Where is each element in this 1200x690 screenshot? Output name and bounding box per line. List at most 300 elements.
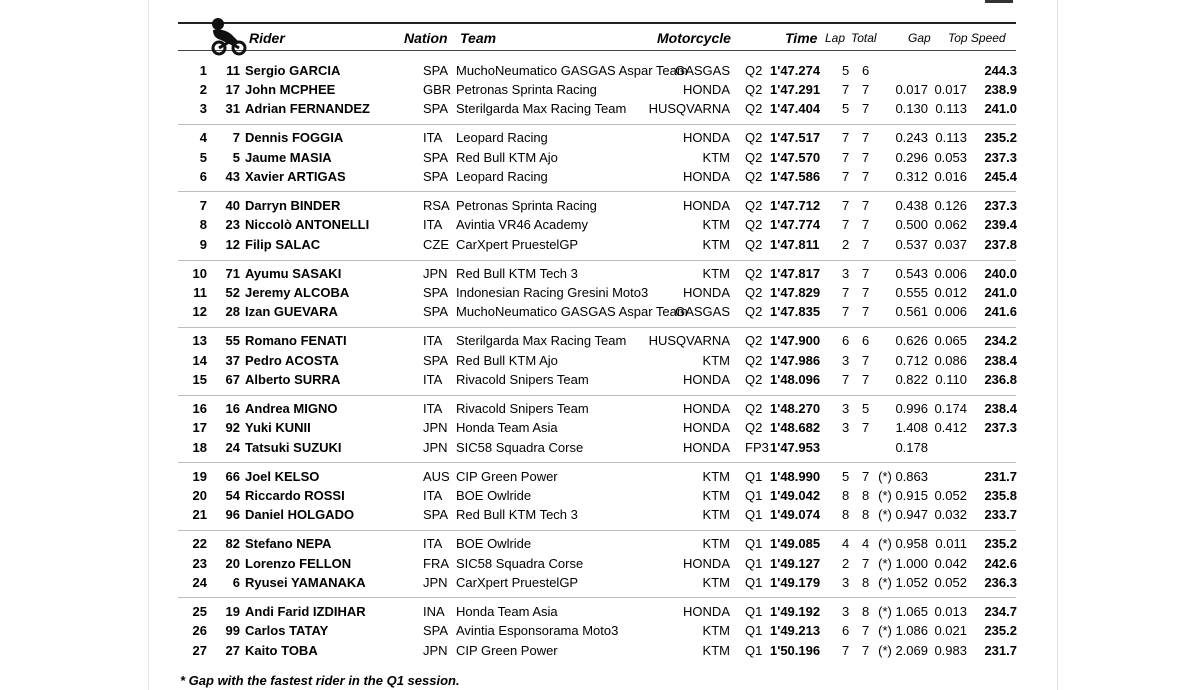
cell-rider-name: Alberto SURRA <box>245 372 341 387</box>
group-separator <box>178 530 1016 531</box>
header-bottom-rule <box>178 50 1016 51</box>
cell-rider-name: Lorenzo FELLON <box>245 556 352 571</box>
cell-top-speed: 244.3 <box>984 63 1017 78</box>
cell-lap: 7 <box>842 285 850 300</box>
cell-lap-time: 1'49.192 <box>770 604 821 619</box>
cell-gap-first: 1.408 <box>895 420 928 435</box>
cell-motorcycle: HUSQVARNA <box>648 101 730 116</box>
table-row <box>0 285 1200 304</box>
cell-lap-time: 1'48.096 <box>770 372 821 387</box>
cell-gap-first: (*) 0.958 <box>878 536 928 551</box>
cell-session: Q2 <box>745 169 763 184</box>
cell-total-laps: 7 <box>862 237 870 252</box>
cell-gap-previous: 0.113 <box>935 101 967 116</box>
cell-total-laps: 7 <box>862 469 870 484</box>
cell-motorcycle: HONDA <box>683 198 730 213</box>
cell-total-laps: 7 <box>862 266 870 281</box>
cell-lap: 3 <box>842 575 850 590</box>
cell-lap-time: 1'47.953 <box>770 440 821 455</box>
cell-rider-name: Niccolò ANTONELLI <box>245 217 370 232</box>
cell-motorcycle: HONDA <box>683 440 730 455</box>
cell-gap-first: 0.561 <box>895 304 928 319</box>
cell-lap: 8 <box>842 488 850 503</box>
group-separator <box>178 260 1016 261</box>
cell-position: 25 <box>192 604 207 619</box>
cell-total-laps: 7 <box>862 643 870 658</box>
cell-lap-time: 1'47.817 <box>770 266 821 281</box>
cell-top-speed: 241.0 <box>984 101 1017 116</box>
cell-lap: 7 <box>842 150 850 165</box>
cell-gap-previous: 0.017 <box>934 82 967 97</box>
cell-lap-time: 1'47.586 <box>770 169 821 184</box>
group-separator <box>178 395 1016 396</box>
cell-lap: 6 <box>842 333 850 348</box>
cell-nation: SPA <box>423 101 449 116</box>
cell-lap-time: 1'49.213 <box>770 623 821 638</box>
cell-session: Q2 <box>745 130 763 145</box>
cell-total-laps: 5 <box>862 401 870 416</box>
col-header-nation: Nation <box>404 30 448 46</box>
cell-session: Q2 <box>745 372 763 387</box>
cell-lap-time: 1'47.404 <box>770 101 821 116</box>
cell-team: Red Bull KTM Ajo <box>456 353 558 368</box>
cell-total-laps: 7 <box>862 101 870 116</box>
cell-nation: SPA <box>423 507 449 522</box>
cell-team: Petronas Sprinta Racing <box>456 198 597 213</box>
cell-top-speed: 238.9 <box>984 82 1017 97</box>
cell-position: 1 <box>199 63 207 78</box>
cell-nation: JPN <box>423 575 448 590</box>
cell-rider-name: Andi Farid IZDIHAR <box>245 604 366 619</box>
cell-lap-time: 1'49.179 <box>770 575 821 590</box>
cell-rider-name: Sergio GARCIA <box>245 63 341 78</box>
cell-lap: 2 <box>842 237 850 252</box>
cell-gap-first: (*) 0.915 <box>878 488 928 503</box>
cell-session: Q1 <box>745 575 763 590</box>
cell-position: 21 <box>192 507 207 522</box>
cell-total-laps: 7 <box>862 198 870 213</box>
cell-gap-first: 0.312 <box>895 169 928 184</box>
cell-total-laps: 7 <box>862 169 870 184</box>
cell-lap-time: 1'48.990 <box>770 469 821 484</box>
table-row <box>0 536 1200 555</box>
table-row <box>0 488 1200 507</box>
cell-motorcycle: KTM <box>702 488 730 503</box>
header-top-rule <box>178 22 1016 24</box>
cell-session: Q1 <box>745 488 763 503</box>
cell-team: Indonesian Racing Gresini Moto3 <box>456 285 649 300</box>
cell-gap-first: (*) 1.000 <box>878 556 928 571</box>
cell-position: 2 <box>199 82 207 97</box>
cell-rider-name: Dennis FOGGIA <box>245 130 344 145</box>
cell-motorcycle: HONDA <box>683 556 730 571</box>
col-header-lap: Lap <box>825 31 846 45</box>
table-row <box>0 304 1200 323</box>
table-row <box>0 507 1200 526</box>
cell-lap-time: 1'47.900 <box>770 333 821 348</box>
cell-session: Q1 <box>745 536 763 551</box>
cell-session: Q2 <box>745 198 763 213</box>
cell-lap-time: 1'48.682 <box>770 420 821 435</box>
cell-lap: 7 <box>842 130 850 145</box>
cell-nation: CZE <box>423 237 449 252</box>
cell-session: Q2 <box>745 401 763 416</box>
table-row <box>0 469 1200 488</box>
cell-lap-time: 1'47.774 <box>770 217 821 232</box>
cell-lap: 2 <box>842 556 850 571</box>
footnote: * Gap with the fastest rider in the Q1 session. <box>180 673 460 688</box>
cell-nation: FRA <box>423 556 449 571</box>
group-separator <box>178 462 1016 463</box>
cell-position: 12 <box>192 304 207 319</box>
cell-gap-previous: 0.021 <box>934 623 967 638</box>
table-row <box>0 643 1200 662</box>
cell-gap-previous: 0.110 <box>935 372 967 387</box>
cell-motorcycle: KTM <box>702 150 730 165</box>
cell-motorcycle: KTM <box>702 507 730 522</box>
cell-nation: INA <box>423 604 445 619</box>
cell-gap-first: 0.537 <box>895 237 928 252</box>
cell-gap-first: 0.555 <box>895 285 928 300</box>
cell-team: Honda Team Asia <box>456 604 558 619</box>
cell-position: 22 <box>192 536 207 551</box>
cell-rider-name: Daniel HOLGADO <box>245 507 355 522</box>
cell-top-speed: 240.0 <box>984 266 1017 281</box>
cell-lap-time: 1'47.986 <box>770 353 821 368</box>
cell-total-laps: 7 <box>862 420 870 435</box>
table-row <box>0 333 1200 352</box>
cell-gap-previous: 0.006 <box>934 304 967 319</box>
cell-team: Avintia Esponsorama Moto3 <box>456 623 619 638</box>
cell-top-speed: 235.8 <box>984 488 1017 503</box>
cell-lap: 7 <box>842 372 850 387</box>
cell-rider-name: Filip SALAC <box>245 237 321 252</box>
cell-team: Red Bull KTM Ajo <box>456 150 558 165</box>
col-header-gap: Gap <box>908 31 931 45</box>
cell-position: 26 <box>192 623 207 638</box>
cell-team: BOE Owlride <box>456 536 532 551</box>
cell-top-speed: 235.2 <box>984 623 1017 638</box>
cell-top-speed: 241.6 <box>984 304 1017 319</box>
cell-gap-previous: 0.126 <box>934 198 967 213</box>
cell-gap-previous: 0.065 <box>934 333 967 348</box>
cell-team: Red Bull KTM Tech 3 <box>456 507 578 522</box>
table-row <box>0 575 1200 594</box>
cell-lap: 7 <box>842 217 850 232</box>
cell-total-laps: 8 <box>862 507 870 522</box>
cell-position: 24 <box>192 575 207 590</box>
cell-session: Q2 <box>745 237 763 252</box>
cell-top-speed: 233.7 <box>984 507 1017 522</box>
cell-nation: SPA <box>423 150 449 165</box>
cell-lap: 7 <box>842 169 850 184</box>
cell-nation: JPN <box>423 440 448 455</box>
cell-number: 24 <box>225 440 240 455</box>
cell-motorcycle: HONDA <box>683 285 730 300</box>
cell-number: 19 <box>225 604 240 619</box>
motorcycle-rider-icon <box>205 14 247 56</box>
cell-total-laps: 7 <box>862 556 870 571</box>
cell-number: 7 <box>232 130 240 145</box>
cell-team: CIP Green Power <box>456 469 558 484</box>
cell-number: 20 <box>225 556 240 571</box>
cell-number: 12 <box>225 237 240 252</box>
cell-rider-name: Ryusei YAMANAKA <box>245 575 366 590</box>
table-row <box>0 604 1200 623</box>
cell-gap-first: 0.712 <box>895 353 928 368</box>
cell-gap-first: 0.130 <box>895 101 928 116</box>
cell-top-speed: 234.2 <box>984 333 1017 348</box>
cell-total-laps: 8 <box>862 604 870 619</box>
cell-position: 8 <box>199 217 207 232</box>
cell-gap-first: (*) 0.947 <box>878 507 928 522</box>
cell-session: Q2 <box>745 353 763 368</box>
cell-gap-previous: 0.412 <box>934 420 967 435</box>
cell-nation: JPN <box>423 420 448 435</box>
cell-gap-previous: 0.052 <box>934 488 967 503</box>
cell-session: Q1 <box>745 507 763 522</box>
cell-total-laps: 6 <box>862 63 870 78</box>
cell-total-laps: 7 <box>862 623 870 638</box>
table-row <box>0 217 1200 236</box>
cell-total-laps: 7 <box>862 304 870 319</box>
cell-rider-name: Yuki KUNII <box>245 420 311 435</box>
cell-number: 5 <box>232 150 240 165</box>
cell-lap-time: 1'49.074 <box>770 507 821 522</box>
cell-motorcycle: KTM <box>702 623 730 638</box>
cell-motorcycle: KTM <box>702 237 730 252</box>
cell-team: CarXpert PruestelGP <box>456 575 579 590</box>
cell-gap-previous: 0.174 <box>934 401 967 416</box>
cell-session: FP3 <box>745 440 769 455</box>
cell-lap-time: 1'49.085 <box>770 536 821 551</box>
cell-lap: 7 <box>842 643 850 658</box>
cell-lap-time: 1'47.829 <box>770 285 821 300</box>
cell-number: 43 <box>225 169 240 184</box>
cell-team: Red Bull KTM Tech 3 <box>456 266 578 281</box>
cell-lap: 7 <box>842 82 850 97</box>
cell-nation: JPN <box>423 266 448 281</box>
cell-nation: ITA <box>423 217 443 232</box>
cell-gap-previous: 0.016 <box>934 169 967 184</box>
col-header-rider: Rider <box>249 30 285 46</box>
cell-motorcycle: HONDA <box>683 82 730 97</box>
cell-session: Q2 <box>745 150 763 165</box>
cell-position: 3 <box>199 101 207 116</box>
table-row <box>0 556 1200 575</box>
cell-lap-time: 1'50.196 <box>770 643 821 658</box>
cell-position: 18 <box>192 440 207 455</box>
cell-gap-previous: 0.006 <box>934 266 967 281</box>
cell-number: 52 <box>225 285 240 300</box>
cell-total-laps: 7 <box>862 82 870 97</box>
cell-gap-first: 0.543 <box>895 266 928 281</box>
cell-gap-first: 0.017 <box>895 82 928 97</box>
cell-number: 54 <box>225 488 240 503</box>
cell-number: 23 <box>225 217 240 232</box>
cell-rider-name: Joel KELSO <box>245 469 320 484</box>
cell-number: 6 <box>232 575 240 590</box>
cell-gap-previous: 0.013 <box>934 604 967 619</box>
cell-number: 17 <box>225 82 240 97</box>
cell-gap-first: 0.178 <box>895 440 928 455</box>
col-header-total: Total <box>851 31 877 45</box>
cell-number: 31 <box>225 101 240 116</box>
cell-session: Q1 <box>745 469 763 484</box>
cell-position: 15 <box>192 372 207 387</box>
table-row <box>0 372 1200 391</box>
cell-position: 6 <box>199 169 207 184</box>
table-row <box>0 130 1200 149</box>
cell-gap-previous: 0.037 <box>934 237 967 252</box>
cell-team: CIP Green Power <box>456 643 558 658</box>
cell-session: Q2 <box>745 420 763 435</box>
cell-number: 55 <box>225 333 240 348</box>
cell-rider-name: Carlos TATAY <box>245 623 329 638</box>
table-row <box>0 169 1200 188</box>
cell-lap-time: 1'47.291 <box>770 82 821 97</box>
col-header-motorcycle: Motorcycle <box>657 30 731 46</box>
table-row <box>0 353 1200 372</box>
cell-motorcycle: GASGAS <box>675 63 730 78</box>
cell-total-laps: 7 <box>862 285 870 300</box>
cell-lap: 3 <box>842 266 850 281</box>
cell-lap: 8 <box>842 507 850 522</box>
cell-position: 5 <box>199 150 207 165</box>
cell-top-speed: 245.4 <box>984 169 1017 184</box>
corner-mark <box>985 0 1013 3</box>
cell-top-speed: 231.7 <box>984 469 1017 484</box>
table-row <box>0 198 1200 217</box>
cell-motorcycle: KTM <box>702 536 730 551</box>
table-row <box>0 420 1200 439</box>
cell-gap-previous: 0.042 <box>934 556 967 571</box>
cell-lap-time: 1'49.127 <box>770 556 821 571</box>
cell-team: Leopard Racing <box>456 130 548 145</box>
cell-nation: SPA <box>423 353 449 368</box>
cell-number: 27 <box>225 643 240 658</box>
cell-position: 17 <box>192 420 207 435</box>
cell-nation: SPA <box>423 169 449 184</box>
cell-rider-name: Izan GUEVARA <box>245 304 338 319</box>
cell-team: Rivacold Snipers Team <box>456 372 589 387</box>
cell-rider-name: Stefano NEPA <box>245 536 332 551</box>
cell-number: 99 <box>225 623 240 638</box>
cell-top-speed: 235.2 <box>984 130 1017 145</box>
cell-team: Avintia VR46 Academy <box>456 217 588 232</box>
cell-session: Q1 <box>745 556 763 571</box>
col-header-top-speed: Top Speed <box>948 31 1006 45</box>
cell-nation: AUS <box>423 469 450 484</box>
cell-session: Q2 <box>745 266 763 281</box>
cell-position: 9 <box>199 237 207 252</box>
cell-team: CarXpert PruestelGP <box>456 237 579 252</box>
cell-nation: ITA <box>423 488 443 503</box>
cell-rider-name: Adrian FERNANDEZ <box>245 101 370 116</box>
cell-gap-first: 0.626 <box>895 333 928 348</box>
cell-lap: 6 <box>842 623 850 638</box>
cell-top-speed: 236.8 <box>984 372 1017 387</box>
cell-motorcycle: KTM <box>702 643 730 658</box>
cell-motorcycle: KTM <box>702 266 730 281</box>
cell-total-laps: 8 <box>862 488 870 503</box>
cell-motorcycle: HONDA <box>683 372 730 387</box>
cell-lap: 4 <box>842 536 850 551</box>
cell-nation: SPA <box>423 285 449 300</box>
cell-nation: ITA <box>423 130 443 145</box>
group-separator <box>178 191 1016 192</box>
cell-session: Q2 <box>745 285 763 300</box>
cell-rider-name: Riccardo ROSSI <box>245 488 345 503</box>
cell-position: 11 <box>193 285 207 300</box>
col-header-team: Team <box>460 30 497 46</box>
cell-number: 16 <box>225 401 240 416</box>
cell-lap-time: 1'49.042 <box>770 488 821 503</box>
cell-gap-previous: 0.032 <box>934 507 967 522</box>
cell-team: Rivacold Snipers Team <box>456 401 589 416</box>
cell-motorcycle: HUSQVARNA <box>648 333 730 348</box>
cell-nation: ITA <box>423 333 443 348</box>
cell-top-speed: 231.7 <box>984 643 1017 658</box>
cell-number: 82 <box>225 536 240 551</box>
cell-gap-first: 0.996 <box>895 401 928 416</box>
cell-total-laps: 7 <box>862 372 870 387</box>
cell-motorcycle: HONDA <box>683 130 730 145</box>
cell-number: 40 <box>225 198 240 213</box>
group-separator <box>178 597 1016 598</box>
cell-number: 71 <box>225 266 240 281</box>
cell-rider-name: Ayumu SASAKI <box>245 266 342 281</box>
cell-lap: 7 <box>842 198 850 213</box>
cell-team: Petronas Sprinta Racing <box>456 82 597 97</box>
cell-top-speed: 238.4 <box>984 353 1017 368</box>
cell-lap: 7 <box>842 304 850 319</box>
cell-position: 10 <box>192 266 207 281</box>
cell-top-speed: 238.4 <box>984 401 1017 416</box>
cell-gap-first: (*) 2.069 <box>878 643 928 658</box>
cell-gap-previous: 0.983 <box>934 643 967 658</box>
cell-motorcycle: GASGAS <box>675 304 730 319</box>
table-row <box>0 150 1200 169</box>
cell-number: 11 <box>226 63 240 78</box>
cell-rider-name: John MCPHEE <box>245 82 336 97</box>
cell-motorcycle: KTM <box>702 469 730 484</box>
cell-team: SIC58 Squadra Corse <box>456 440 584 455</box>
cell-nation: SPA <box>423 623 449 638</box>
cell-gap-previous: 0.011 <box>935 536 967 551</box>
cell-session: Q1 <box>745 623 763 638</box>
cell-gap-previous: 0.062 <box>934 217 967 232</box>
cell-lap-time: 1'47.517 <box>770 130 821 145</box>
cell-motorcycle: HONDA <box>683 604 730 619</box>
cell-session: Q1 <box>745 643 763 658</box>
cell-session: Q2 <box>745 333 763 348</box>
col-header-time: Time <box>785 30 818 46</box>
cell-lap: 5 <box>842 469 850 484</box>
cell-gap-previous: 0.053 <box>934 150 967 165</box>
cell-nation: SPA <box>423 304 449 319</box>
cell-gap-previous: 0.012 <box>934 285 967 300</box>
cell-total-laps: 7 <box>862 217 870 232</box>
cell-gap-first: (*) 0.863 <box>878 469 928 484</box>
cell-rider-name: Pedro ACOSTA <box>245 353 339 368</box>
cell-lap: 3 <box>842 353 850 368</box>
cell-rider-name: Kaito TOBA <box>245 643 318 658</box>
cell-position: 27 <box>192 643 207 658</box>
cell-position: 13 <box>192 333 207 348</box>
cell-gap-first: 0.822 <box>895 372 928 387</box>
cell-team: Honda Team Asia <box>456 420 558 435</box>
